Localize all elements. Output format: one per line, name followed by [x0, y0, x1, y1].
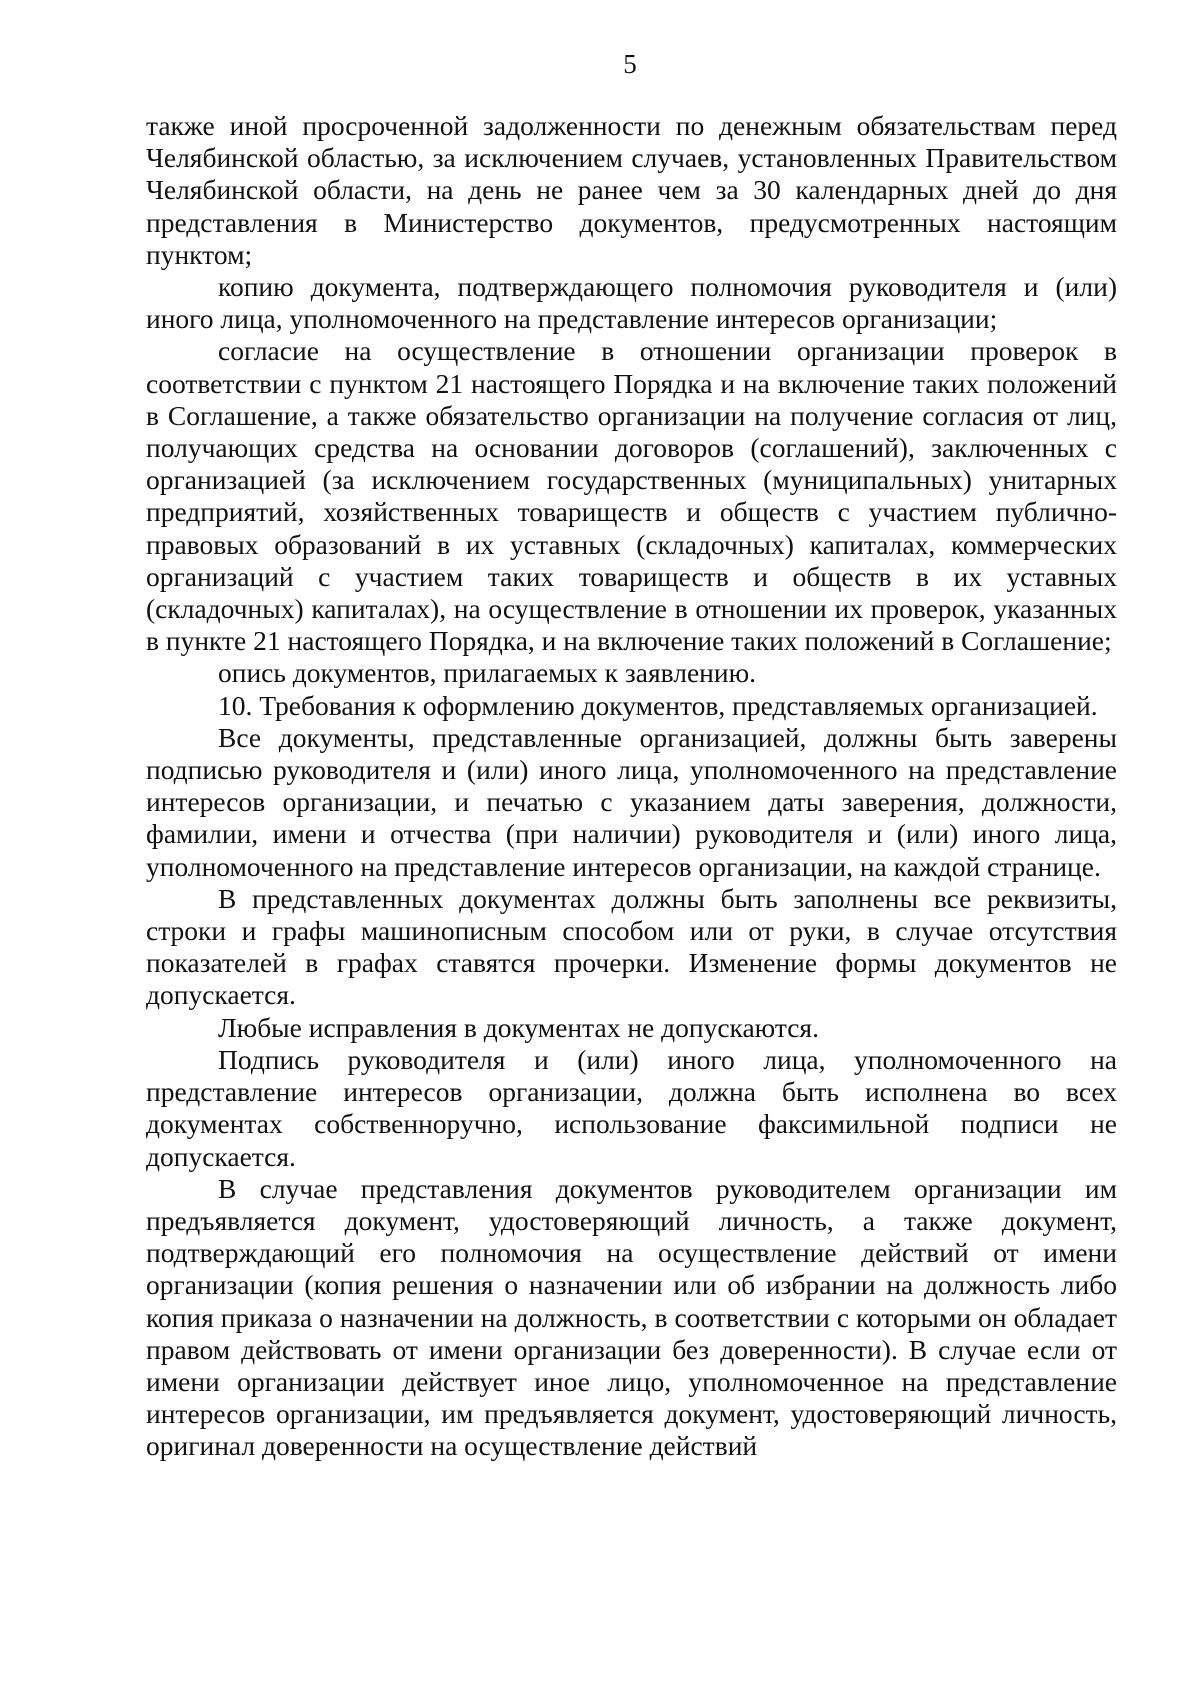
- paragraph-inspection-consent: согласие на осуществление в отношении организации проверок в соответствии с пунктом 21 настоящего Порядка и на включение таких положений в Соглашение, а также обязательство организации на получение согласия от лиц, получающих средства на основании договоров (соглашений), заключенных с организацией (за исключением государственных (муниципальных) унитарных предприятий, хозяйственных товариществ и обществ с участием публично-правовых образований в их уставных (складочных) капиталах, коммерческих организаций с участием таких товариществ и обществ в их уставных (складочных) капиталах), на осуществление в отношении их проверок, указанных в пункте 21 настоящего Порядка, и на включение таких положений в Соглашение;: [146, 335, 1117, 657]
- document-body: [146, 110, 1117, 1463]
- paragraph-authority-copy: копию документа, подтверждающего полномочия руководителя и (или) иного лица, уполномоченного на представление интересов организации;: [146, 271, 1117, 335]
- paragraph-no-corrections: Любые исправления в документах не допускаются.: [218, 1011, 819, 1043]
- paragraph-document-inventory: опись документов, прилагаемых к заявлению.: [218, 657, 757, 689]
- paragraph-section-10-heading: 10. Требования к оформлению документов, представляемых организацией.: [218, 689, 1098, 721]
- paragraph-identity-documents: В случае представления документов руководителем организации им предъявляется документ, удостоверяющий личность, а также документ, подтверждающий его полномочия на осуществление действий от имени организации (копия решения о назначении или об избрании на должность либо копия приказа о назначении на должность, в соответствии с которыми он обладает правом действовать от имени организации без доверенности). В случае если от имени организации действует иное лицо, уполномоченное на представление интересов организации, им предъявляется документ, удостоверяющий личность, оригинал доверенности на осуществление действий: [146, 1172, 1117, 1462]
- paragraph-requisites: В представленных документах должны быть заполнены все реквизиты, строки и графы машинописным способом или от руки, в случае отсутствия показателей в графах ставятся прочерки. Изменение формы документов не допускается.: [146, 882, 1117, 1011]
- page-number: 5: [623, 49, 637, 79]
- paragraph-signature: Подпись руководителя и (или) иного лица, уполномоченного на представление интересов организации, должна быть исполнена во всех документах собственноручно, использование факсимильной подписи не допускается.: [146, 1043, 1117, 1172]
- paragraph-certification: Все документы, представленные организацией, должны быть заверены подписью руководителя и (или) иного лица, уполномоченного на представление интересов организации, и печатью с указанием даты заверения, должности, фамилии, имени и отчества (при наличии) руководителя и (или) иного лица, уполномоченного на представление интересов организации, на каждой странице.: [146, 721, 1117, 882]
- paragraph-continuation: также иной просроченной задолженности по денежным обязательствам перед Челябинской областью, за исключением случаев, установленных Правительством Челябинской области, на день не ранее чем за 30 календарных дней до дня представления в Министерство документов, предусмотренных настоящим пунктом;: [146, 110, 1117, 270]
